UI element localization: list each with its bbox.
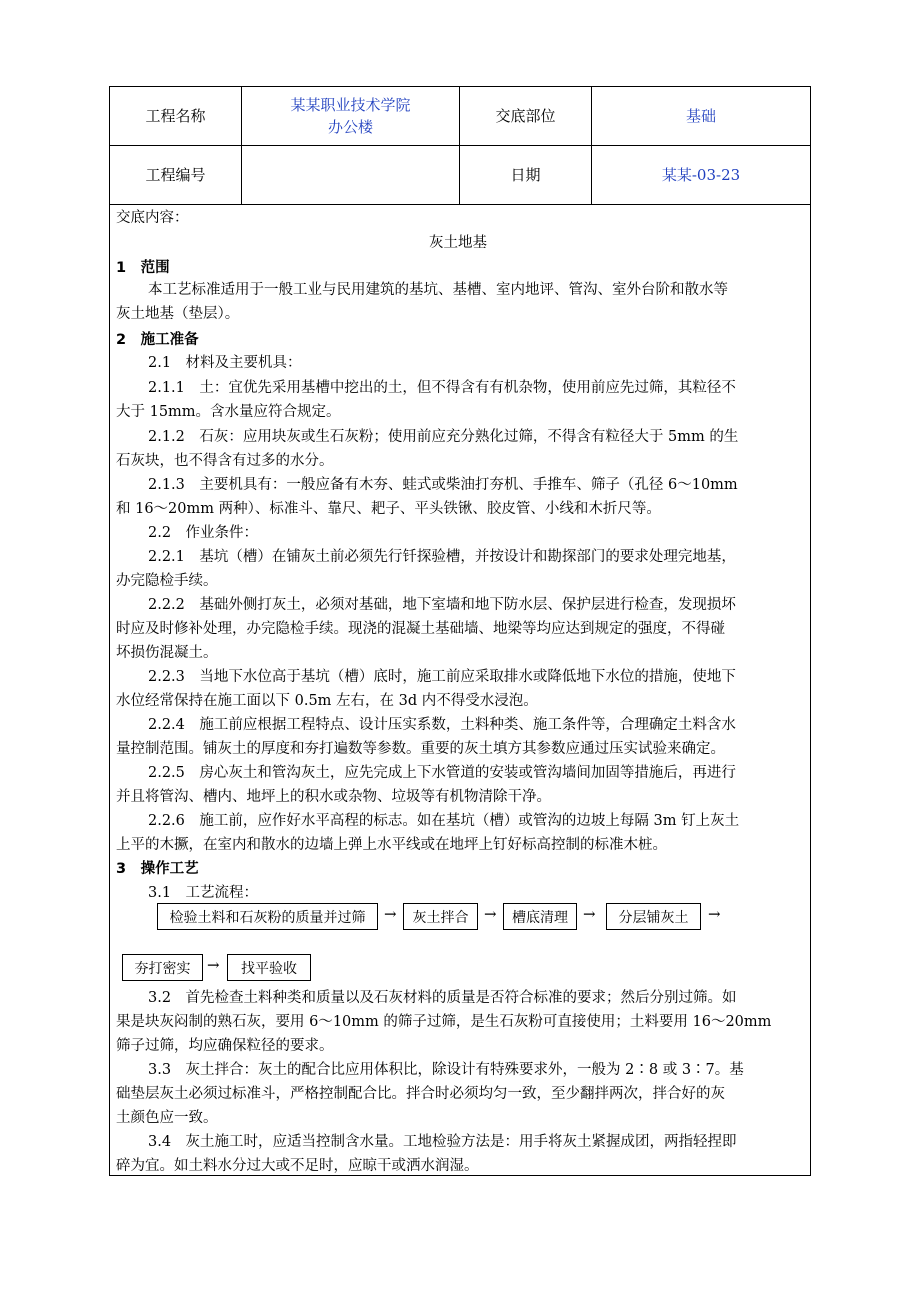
s2-2-5-line2: 并且将管沟、槽内、地坪上的积水或杂物、垃圾等有机物清除干净。 <box>116 789 551 805</box>
flow-arrow-3: → <box>583 905 596 923</box>
flow-step-3: 槽底清理 <box>503 903 577 930</box>
section-1-heading: 1 范围 <box>116 260 170 276</box>
s1-p1-line1: 本工艺标准适用于一般工业与民用建筑的基坑、基槽、室内地评、管沟、室外台阶和散水等 <box>148 282 728 298</box>
s2-2-2-line3: 坏损伤混凝土。 <box>116 645 218 661</box>
project-number-label: 工程编号 <box>145 166 206 184</box>
s3-3-line3: 土颜色应一致。 <box>116 1110 218 1126</box>
s3-1: 3.1 工艺流程： <box>148 885 259 901</box>
project-number-value <box>242 146 459 204</box>
s1-p1-line2: 灰土地基（垫层）。 <box>116 306 240 322</box>
s3-3-line2: 础垫层灰土必须过标准斗，严格控制配合比。拌合时必须均匀一致，至少翻拌两次，拌合好的灰 <box>116 1086 725 1102</box>
s2-2-1-line1: 2.2.1 基坑（槽）在铺灰土前必须先行钎探验槽，并按设计和勘探部门的要求处理完地基， <box>148 549 736 565</box>
s2-2-3-line1: 2.2.3 当地下水位高于基坑（槽）底时，施工前应采取排水或降低地下水位的措施，使地下 <box>148 669 736 685</box>
project-name-label: 工程名称 <box>145 107 206 125</box>
flow-step-6: 找平验收 <box>227 954 311 981</box>
handover-part-value: 基础 <box>685 107 716 125</box>
s2-1-2-line2: 石灰块，也不得含有过多的水分。 <box>116 453 334 469</box>
s2-2-4-line1: 2.2.4 施工前应根据工程特点、设计压实系数，土料种类、施工条件等，合理确定土料含水 <box>148 717 736 733</box>
project-name-line1: 某某职业技术学院 <box>290 96 411 114</box>
date-value: 某某-03-23 <box>661 166 741 184</box>
s3-2-line3: 筛子过筛，均应确保粒径的要求。 <box>116 1038 334 1054</box>
s3-4-line2: 碎为宜。如土料水分过大或不足时，应晾干或洒水润湿。 <box>116 1158 479 1174</box>
s3-2-line2: 果是块灰闷制的熟石灰，要用 6～10mm 的筛子过筛，是生石灰粉可直接使用；土料要用 16～20mm <box>116 1014 772 1030</box>
project-name-line2: 办公楼 <box>327 118 373 136</box>
flow-arrow-5: → <box>207 956 220 974</box>
project-name-value <box>242 87 459 145</box>
handover-part-label: 交底部位 <box>495 107 556 125</box>
s2-1: 2.1 材料及主要机具： <box>148 355 302 371</box>
s2-1-1-line2: 大于 15mm。含水量应符合规定。 <box>116 404 341 420</box>
s2-2-6-line1: 2.2.6 施工前，应作好水平高程的标志。如在基坑（槽）或管沟的边坡上每隔 3m 钉上灰土 <box>148 813 740 829</box>
s2-1-1-line1: 2.1.1 土：宜优先采用基槽中挖出的土，但不得含有有机杂物，使用前应先过筛，其粒径不 <box>148 380 736 396</box>
content-label: 交底内容： <box>116 210 189 226</box>
s2-2-5-line1: 2.2.5 房心灰土和管沟灰土，应先完成上下水管道的安装或管沟墙间加固等措施后，再进行 <box>148 765 736 781</box>
flow-step-1: 检验土料和石灰粉的质量并过筛 <box>157 903 378 930</box>
s2-2-2-line2: 时应及时修补处理，办完隐检手续。现浇的混凝土基础墙、地梁等均应达到规定的强度，不得碰 <box>116 621 725 637</box>
s2-2-6-line2: 上平的木撅，在室内和散水的边墙上弹上水平线或在地坪上钉好标高控制的标准木桩。 <box>116 837 667 853</box>
s2-2-4-line2: 量控制范围。铺灰土的厚度和夯打遍数等参数。重要的灰土填方其参数应通过压实试验来确定。 <box>116 741 725 757</box>
s2-1-3-line2: 和 16～20mm 两种）、标准斗、靠尺、耙子、平头铁锹、胶皮管、小线和木折尺等。 <box>116 501 661 517</box>
flow-step-4: 分层铺灰土 <box>606 903 701 930</box>
flow-arrow-2: → <box>484 905 497 923</box>
section-2-heading: 2 施工准备 <box>116 332 199 348</box>
s3-4-line1: 3.4 灰土施工时，应适当控制含水量。工地检验方法是：用手将灰土紧握成团，两指轻捏即 <box>148 1134 737 1150</box>
flow-step-5: 夯打密实 <box>122 954 203 981</box>
s2-1-2-line1: 2.1.2 石灰：应用块灰或生石灰粉；使用前应充分熟化过筛，不得含有粒径大于 5mm 的生 <box>148 429 739 445</box>
s2-2-2-line1: 2.2.2 基础外侧打灰土，必须对基础，地下室墙和地下防水层、保护层进行检查，发现损坏 <box>148 597 736 613</box>
s2-2-1-line2: 办完隐检手续。 <box>116 573 218 589</box>
s2-2: 2.2 作业条件： <box>148 525 259 541</box>
s3-3-line1: 3.3 灰土拌合：灰土的配合比应用体积比，除设计有特殊要求外，一般为 2∶8 或 3∶7。基 <box>148 1062 744 1078</box>
s2-2-3-line2: 水位经常保持在施工面以下 0.5m 左右，在 3d 内不得受水浸泡。 <box>116 693 538 709</box>
date-label: 日期 <box>510 166 541 184</box>
flow-arrow-1: → <box>384 905 397 923</box>
flow-step-2: 灰土拌合 <box>403 903 478 930</box>
flow-arrow-4: → <box>708 905 721 923</box>
s3-2-line1: 3.2 首先检查土料种类和质量以及石灰材料的质量是否符合标准的要求；然后分别过筛。如 <box>148 990 737 1006</box>
section-3-heading: 3 操作工艺 <box>116 861 199 877</box>
s2-1-3-line1: 2.1.3 主要机具有：一般应备有木夯、蛙式或柴油打夯机、手推车、筛子（孔径 6～10mm <box>148 477 738 493</box>
header-divider-2 <box>109 204 811 205</box>
document-title: 灰土地基 <box>429 235 487 251</box>
